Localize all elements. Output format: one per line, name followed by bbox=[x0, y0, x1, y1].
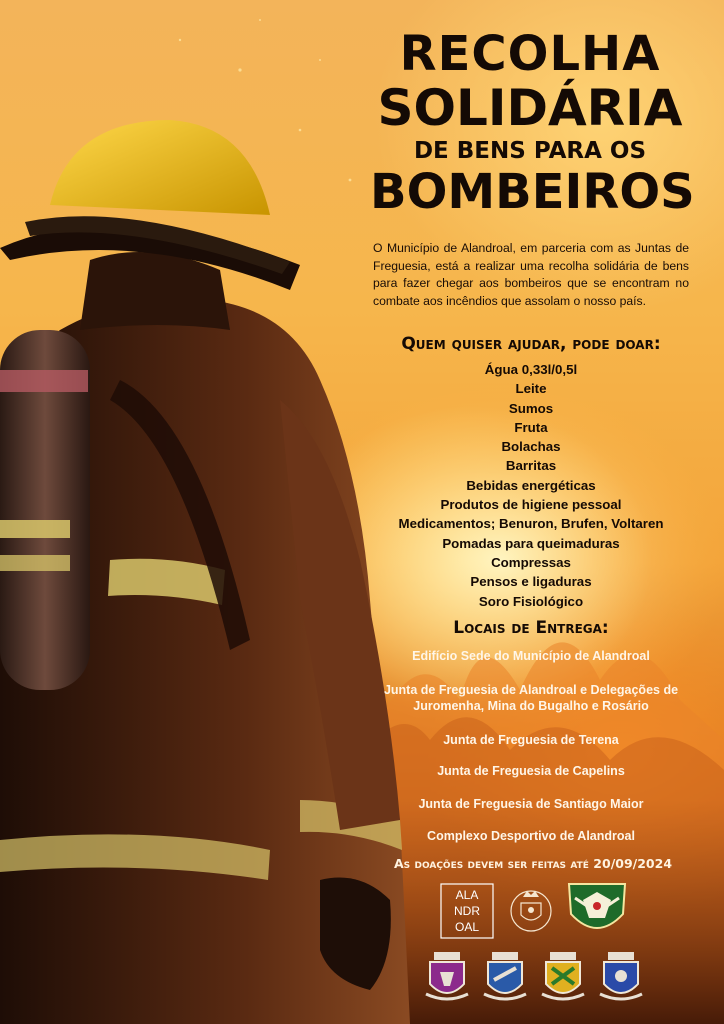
list-item: Leite bbox=[515, 381, 547, 397]
title-line-3: DE BENS PARA OS bbox=[413, 138, 647, 164]
svg-text:OAL: OAL bbox=[454, 920, 480, 934]
list-item: Produtos de higiene pessoal bbox=[440, 497, 622, 513]
list-item: Bolachas bbox=[501, 439, 561, 455]
parish-crest-icon bbox=[596, 950, 646, 1006]
location-item: Junta de Freguesia de Terena bbox=[443, 733, 619, 747]
bombeiros-shield-icon bbox=[565, 880, 629, 940]
svg-text:ALA: ALA bbox=[455, 888, 479, 902]
location-item: Junta de Freguesia de Capelins bbox=[437, 764, 625, 778]
intro-paragraph: O Município de Alandroal, em parceria com as Juntas de Freguesia, está a realizar uma recolha solidária de bens para fazer chegar aos bombeiros que se encontram no combate aos incêndios que assolam o nosso país. bbox=[373, 241, 689, 308]
title-line-4: BOMBEIROS bbox=[370, 164, 695, 220]
title-line-2: SOLIDÁRIA bbox=[377, 79, 683, 137]
list-item: Água 0,33l/0,5l bbox=[484, 362, 578, 377]
svg-text:NDR: NDR bbox=[454, 904, 480, 918]
list-item: Medicamentos; Benuron, Brufen, Voltaren bbox=[398, 516, 664, 532]
poster-title bbox=[370, 26, 695, 220]
municipality-logo bbox=[440, 883, 494, 939]
list-item: Barritas bbox=[505, 458, 557, 474]
location-item: Complexo Desportivo de Alandroal bbox=[427, 829, 635, 843]
title-line-1: RECOLHA bbox=[399, 26, 661, 82]
parish-crest-icon bbox=[538, 950, 588, 1006]
list-item: Pomadas para queimaduras bbox=[442, 535, 620, 551]
location-item: Junta de Freguesia de Santiago Maior bbox=[418, 797, 644, 811]
list-item: Bebidas energéticas bbox=[466, 477, 596, 493]
list-item: Sumos bbox=[508, 400, 554, 416]
location-item: Edifício Sede do Município de Alandroal bbox=[412, 649, 650, 663]
locations-heading: Locais de Entrega: bbox=[453, 618, 609, 638]
list-item: Fruta bbox=[514, 419, 548, 435]
list-item: Soro Fisiológico bbox=[478, 593, 584, 609]
deadline-note: As doações devem ser feitas até 20/09/2024 bbox=[393, 856, 673, 871]
donate-heading: Quem quiser ajudar, pode doar: bbox=[401, 334, 661, 354]
list-item: Compressas bbox=[491, 554, 571, 570]
location-item: Junta de Freguesia de Alandroal e Delegações de Juromenha, Mina do Bugalho e Rosário bbox=[383, 683, 679, 713]
parish-crest-icon bbox=[480, 950, 530, 1006]
parish-crest-icon bbox=[422, 950, 472, 1006]
coat-of-arms-icon bbox=[508, 885, 554, 935]
list-item: Pensos e ligaduras bbox=[470, 574, 592, 590]
donation-list bbox=[376, 360, 686, 611]
